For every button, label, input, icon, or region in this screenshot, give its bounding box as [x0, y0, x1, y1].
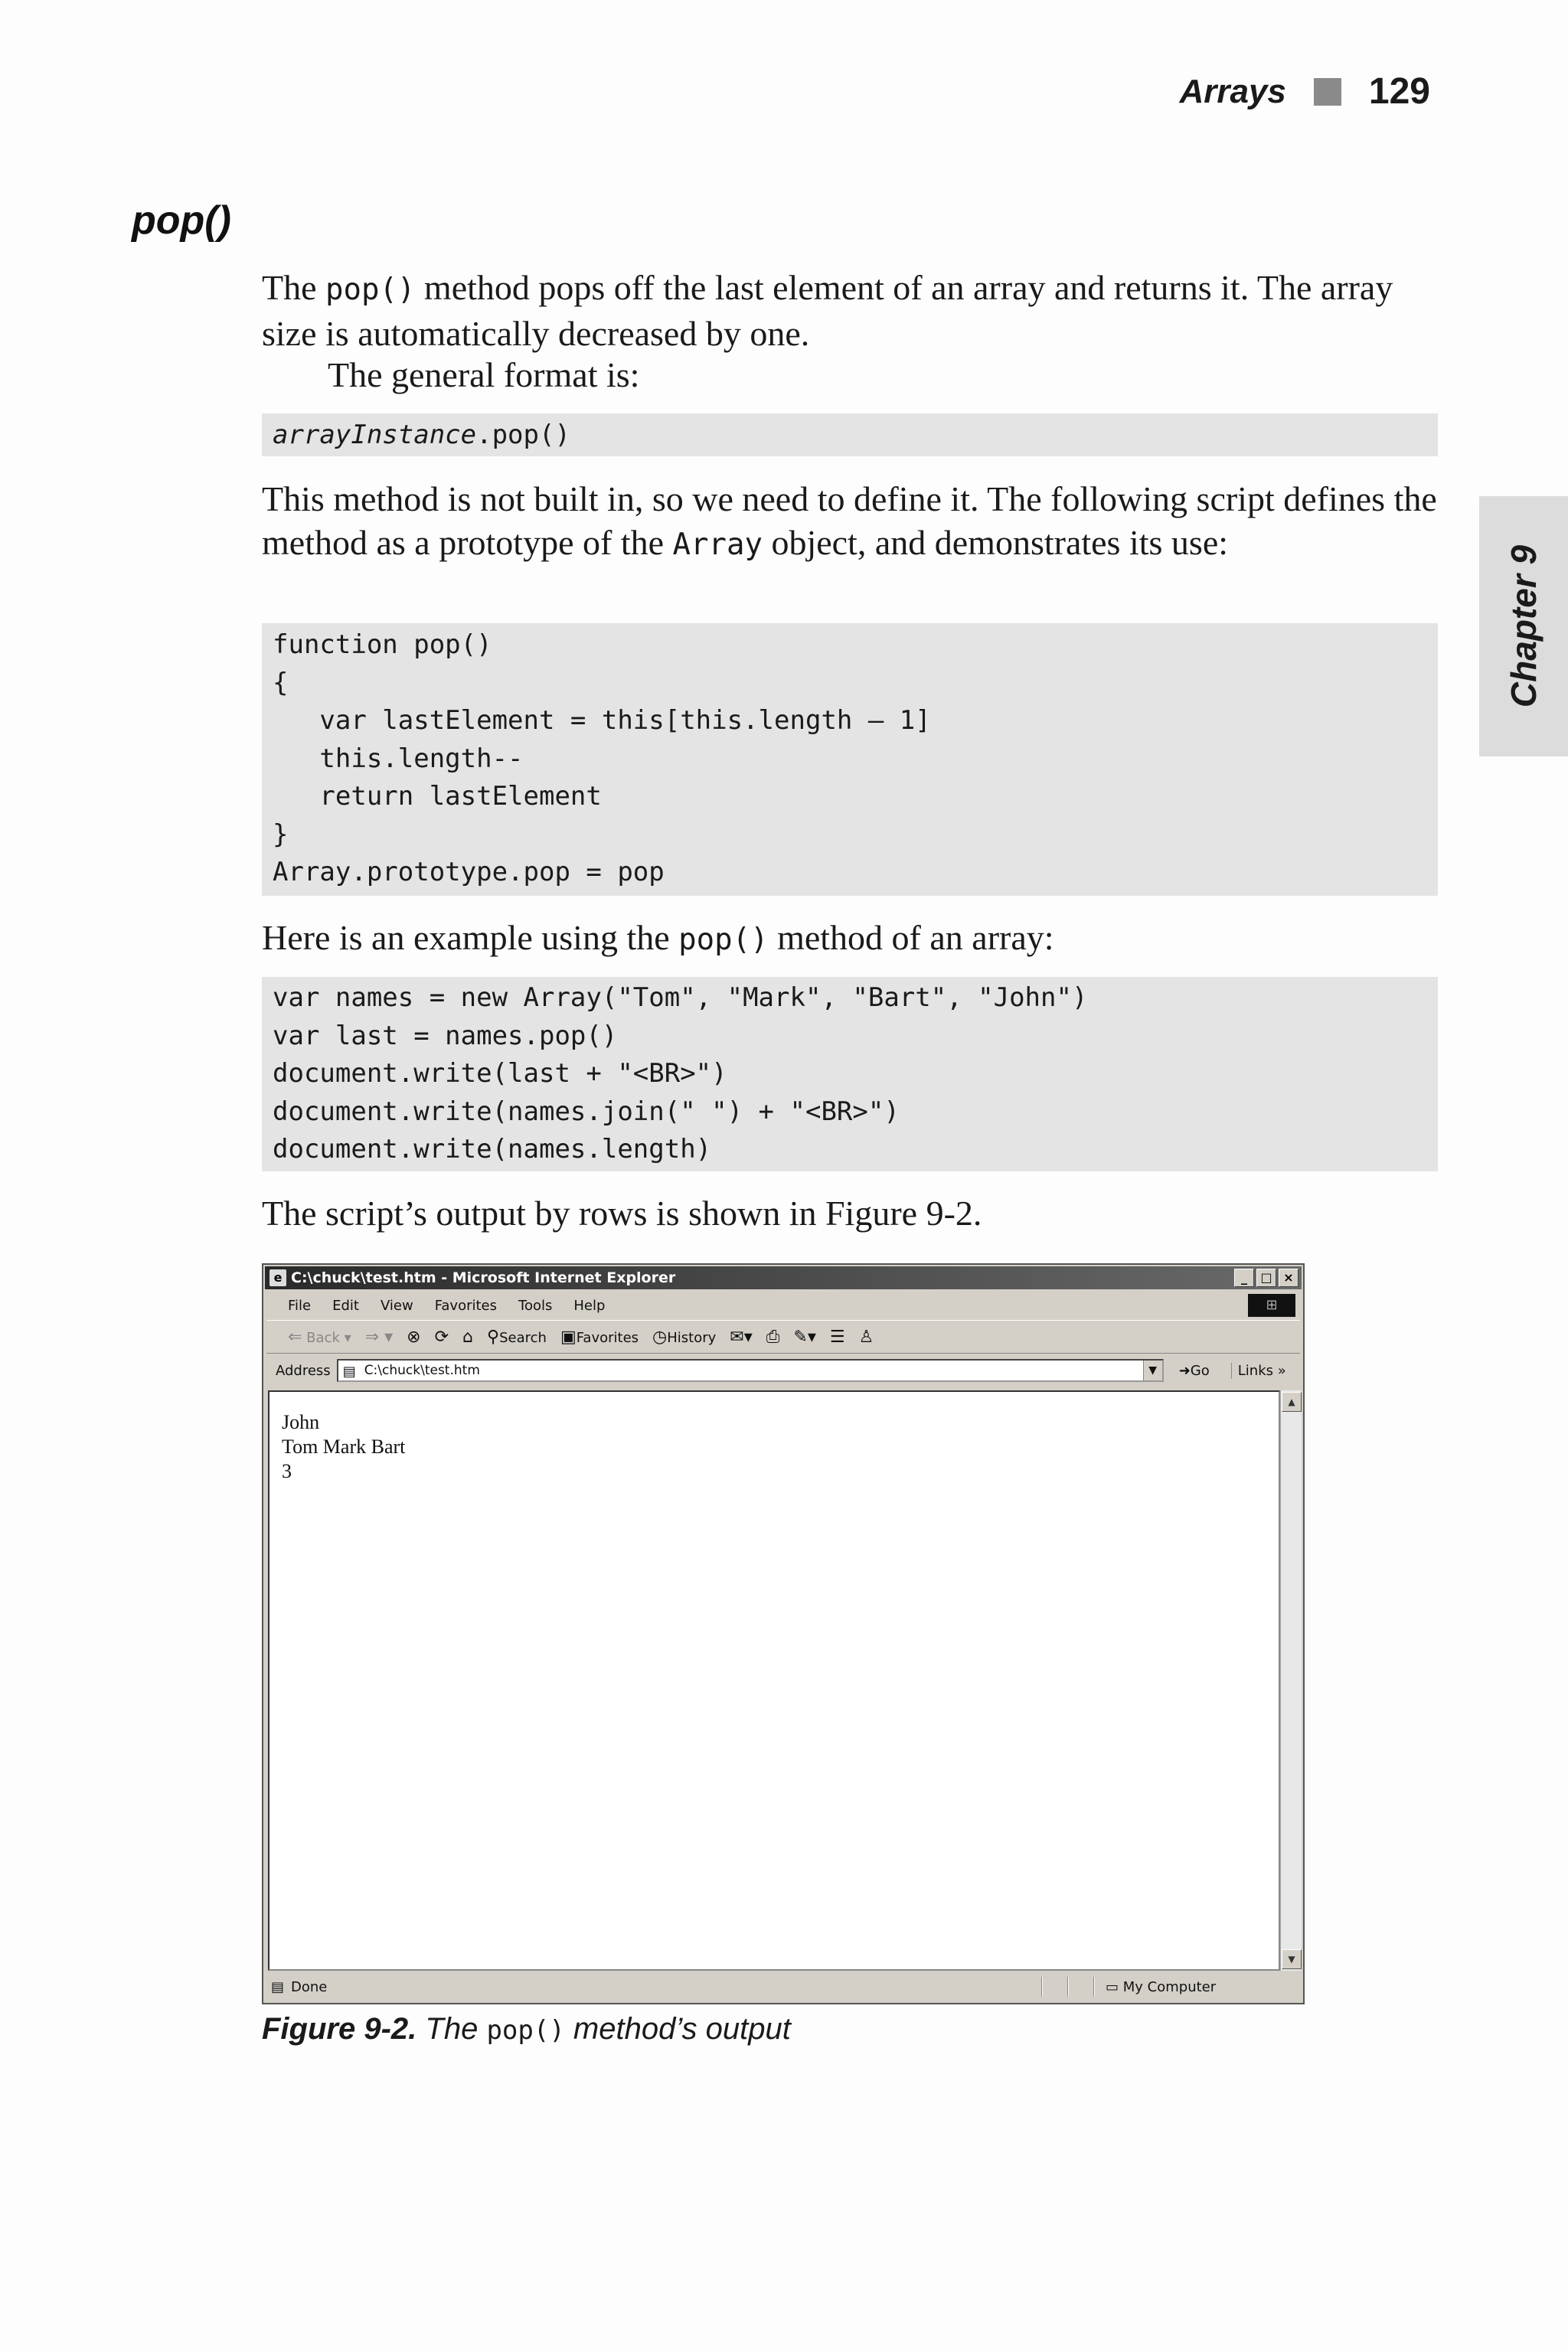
output-line: 3 — [282, 1460, 292, 1482]
browser-titlebar — [265, 1266, 1302, 1289]
links-button[interactable]: Links » — [1231, 1363, 1286, 1379]
inline-code: pop() — [678, 923, 769, 957]
text-run: Here is an example using the — [262, 918, 679, 957]
favorites-button[interactable] — [560, 1328, 639, 1347]
status-page-icon: ▤ — [271, 1978, 285, 1995]
code-line: document.write(last + "<BR>") — [273, 1058, 727, 1089]
figure-number: Figure 9-2. — [262, 2012, 417, 2046]
general-format-intro: The general format is: — [328, 355, 640, 394]
address-label: Address — [276, 1362, 331, 1379]
address-value: C:\chuck\test.htm — [364, 1363, 480, 1378]
stop-icon[interactable]: ⊗ — [407, 1327, 421, 1347]
code-line: var lastElement = this[this.length – 1] — [273, 705, 931, 736]
status-divider — [1067, 1977, 1069, 1997]
running-head-section: Arrays — [1179, 72, 1286, 110]
general-format-code — [262, 413, 1438, 456]
code-line: this.length-- — [273, 743, 524, 774]
inline-code: Array — [672, 528, 763, 562]
inline-code: pop() — [325, 273, 416, 307]
example-paragraph — [262, 916, 1441, 962]
go-button[interactable]: ➜Go — [1178, 1362, 1210, 1379]
menu-favorites[interactable]: Favorites — [434, 1297, 498, 1314]
history-icon: ◷ — [652, 1327, 668, 1347]
chapter-tab-label: Chapter 9 — [1504, 544, 1544, 708]
text-run: The — [262, 268, 326, 307]
address-dropdown-icon[interactable]: ▼ — [1143, 1361, 1162, 1380]
code-line: return lastElement — [273, 781, 602, 812]
code-line: document.write(names.join(" ") + "<BR>") — [273, 1096, 900, 1127]
definition-paragraph — [262, 477, 1441, 567]
code-line: Array.prototype.pop = pop — [273, 857, 665, 887]
text-run: object, and demonstrates its use: — [762, 523, 1229, 562]
history-button[interactable] — [652, 1328, 716, 1347]
back-label: Back — [306, 1329, 340, 1346]
minimize-icon[interactable]: _ — [1234, 1269, 1254, 1287]
code-line: { — [273, 667, 289, 698]
menu-tools[interactable]: Tools — [518, 1297, 553, 1314]
menu-file[interactable]: File — [288, 1297, 312, 1314]
figure-caption — [262, 2012, 791, 2047]
pop-definition-code — [262, 623, 1438, 896]
window-controls — [1234, 1269, 1298, 1287]
back-button[interactable]: ⇐ Back ▾ — [288, 1327, 351, 1347]
favorites-folder-icon: ▣ — [560, 1327, 577, 1347]
code-rest: .pop() — [476, 420, 570, 450]
menu-edit[interactable]: Edit — [332, 1297, 359, 1314]
browser-statusbar — [266, 1974, 1300, 2000]
computer-icon: ▭ — [1106, 1978, 1119, 1995]
browser-toolbar — [266, 1320, 1300, 1354]
zone-label: My Computer — [1122, 1978, 1217, 1995]
search-label: Search — [499, 1329, 547, 1346]
caption-text: method’s output — [564, 2012, 791, 2046]
code-italic: arrayInstance — [273, 420, 477, 450]
history-label: History — [667, 1329, 717, 1346]
ie-logo-icon: e — [270, 1269, 286, 1286]
status-zone — [1106, 1979, 1216, 1995]
go-label: Go — [1190, 1362, 1210, 1379]
running-head — [1179, 70, 1430, 113]
output-paragraph: The script’s output by rows is shown in Figure 9-2. — [262, 1194, 982, 1233]
links-label: Links — [1237, 1362, 1273, 1379]
windows-flag-icon: ⊞ — [1248, 1294, 1295, 1317]
status-divider — [1093, 1977, 1095, 1997]
mail-icon[interactable]: ✉▾ — [730, 1327, 753, 1347]
code-line: var last = names.pop() — [273, 1020, 618, 1051]
code-line: var names = new Array("Tom", "Mark", "Bart", "John") — [273, 982, 1088, 1013]
refresh-icon[interactable]: ⟳ — [434, 1327, 449, 1347]
vertical-scrollbar[interactable] — [1280, 1390, 1302, 1971]
section-heading: pop() — [132, 198, 231, 243]
text-run: This method is not built in, so we need to define it. The following script defines the method as a prototype of the — [262, 479, 1437, 562]
chapter-tab — [1479, 496, 1568, 756]
page-icon: ▤ — [342, 1364, 356, 1380]
print-icon[interactable]: ⎙ — [766, 1327, 780, 1347]
code-line: document.write(names.length) — [273, 1134, 712, 1165]
output-line: John — [282, 1411, 320, 1433]
status-text: Done — [291, 1978, 328, 1995]
browser-menubar — [266, 1292, 1300, 1318]
running-head-marker — [1314, 78, 1341, 106]
browser-title: C:\chuck\test.htm - Microsoft Internet Explorer — [291, 1269, 676, 1286]
text-run: method of an array: — [768, 918, 1054, 957]
maximize-icon[interactable]: □ — [1256, 1269, 1276, 1287]
status-divider — [1041, 1977, 1043, 1997]
back-arrow-icon: ⇐ — [288, 1327, 302, 1347]
home-icon[interactable]: ⌂ — [462, 1327, 473, 1347]
address-input[interactable] — [337, 1359, 1164, 1382]
forward-arrow-icon[interactable]: ⇒ ▾ — [364, 1327, 394, 1347]
browser-window-screenshot — [262, 1263, 1305, 2004]
edit-icon[interactable]: ✎▾ — [793, 1327, 816, 1347]
menu-help[interactable]: Help — [573, 1297, 606, 1314]
scroll-down-icon[interactable]: ▼ — [1282, 1949, 1302, 1969]
caption-text: The — [425, 2012, 487, 2046]
browser-content — [268, 1390, 1280, 1971]
page-number: 129 — [1368, 71, 1430, 112]
intro-paragraph — [262, 266, 1441, 355]
browser-addressbar — [266, 1355, 1300, 1386]
caption-code: pop() — [486, 2015, 565, 2046]
messenger-icon[interactable]: ♙ — [858, 1327, 874, 1347]
code-line: function pop() — [273, 629, 492, 660]
search-icon: ⚲ — [486, 1327, 500, 1347]
scroll-up-icon[interactable]: ▲ — [1282, 1392, 1302, 1412]
code-line: } — [273, 818, 289, 850]
search-button[interactable] — [487, 1328, 547, 1347]
discuss-icon[interactable]: ☰ — [829, 1327, 845, 1347]
favorites-label: Favorites — [576, 1329, 639, 1346]
text-run: method pops off the last element of an array and returns it. The array size is automatically decreased by one. — [262, 268, 1393, 353]
menu-view[interactable]: View — [380, 1297, 413, 1314]
pop-example-code — [262, 977, 1438, 1171]
close-icon[interactable]: × — [1279, 1269, 1298, 1287]
output-line: Tom Mark Bart — [282, 1436, 406, 1458]
